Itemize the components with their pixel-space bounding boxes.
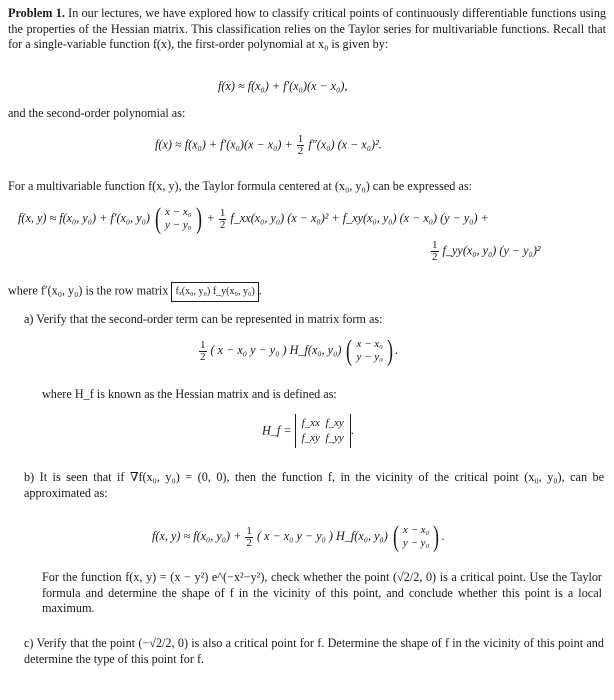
part-b-function-text: For the function f(x, y) = (x − y²) e^(−x²−y²), check whether the point (√2/2, 0) is a critical point. Use the Taylor formula and determine the shape of f in the vicinity of this point, and conclude whether this point is a local maximum. (42, 570, 602, 615)
part-b-text: b) It is seen that if ∇f(x₀, y₀) = (0, 0), then the function f, in the vicinity of the critical point (x₀, y₀), can be approximated as: (24, 470, 605, 500)
multivariable-equation: f(x, y) ≈ f(x₀, y₀) + f′(x₀, y₀) ( x − x₀ y − y₀ ) + $\frac{1}{2}$ f_xx(x₀, y₀) (x − x₀)² + f_xy(x₀, y₀) (x − x₀) (y − y₀) + (18, 202, 489, 235)
half-fraction: $\frac{1}{2}$ (297, 133, 304, 157)
multivariable-intro: For a multivariable function f(x, y), the Taylor formula centered at (x₀, y₀) can be expressed as: (8, 179, 472, 193)
part-c-text: c) Verify that the point (−√2/2, 0) is also a critical point for f. Determine the shape of f in the vicinity of this point and determine the type of this point for f. (24, 636, 604, 666)
hessian-matrix: H_f = f_xx f_xy f_xy f_yy . (262, 414, 354, 448)
multi-mid: f_xx(x₀, y₀) (x − x₀)² + f_xy(x₀, y₀) (x − x₀) (y − y₀) + (230, 210, 489, 225)
problem-intro (8, 6, 606, 53)
half-fraction-2: $\frac{1}{2}$ (219, 206, 226, 231)
part-a-equation: $\frac{1}{2}$ ( x − x₀ y − y₀ ) H_f(x₀, y₀) ( x − x₀ y − y₀ ) . (200, 334, 398, 367)
second-order-rhs: f″(x₀) (x − x₀)². (308, 137, 382, 152)
first-order-equation: f(x) ≈ f(x₀) + f′(x₀)(x − x₀), (218, 79, 348, 93)
and-second-text: and the second-order polynomial as: (8, 106, 186, 120)
problem-label: Problem 1. (8, 6, 65, 20)
part-b-equation: f(x, y) ≈ f(x₀, y₀) + $\frac{1}{2}$ ( x − x₀ y − y₀ ) H_f(x₀, y₀) ( x − x₀ y − y₀ ) . (152, 520, 445, 553)
multivariable-line2: $\frac{1}{2}$ f_yy(x₀, y₀) (y − y₀)² (432, 239, 541, 263)
row-matrix: fₓ(x₀, y₀) f_y(x₀, y₀) (171, 282, 258, 302)
part-a-text: a) Verify that the second-order term can be represented in matrix form as: (24, 312, 383, 326)
second-order-lhs: f(x) ≈ f(x₀) + f′(x₀)(x − x₀) + (155, 137, 293, 152)
row-matrix-text: where f′(x₀, y₀) is the row matrix fₓ(x₀, y₀) f_y(x₀, y₀) . (8, 282, 606, 302)
multi-lhs: f(x, y) ≈ f(x₀, y₀) + f′(x₀, y₀) (18, 210, 150, 225)
delta-vector: x − x₀ y − y₀ (165, 206, 192, 231)
hessian-where: where H_f is known as the Hessian matrix and is defined as: (42, 387, 337, 401)
second-order-equation (155, 134, 382, 157)
problem-intro-text: In our lectures, we have explored how to classify critical points of continuously differentiable functions using the properties of the Hessian matrix. This classification relies on the Taylor series for multivariable functions. Recall that for a single-variable function f(x), the first-order polynomial at x₀ is given by: (8, 6, 607, 51)
